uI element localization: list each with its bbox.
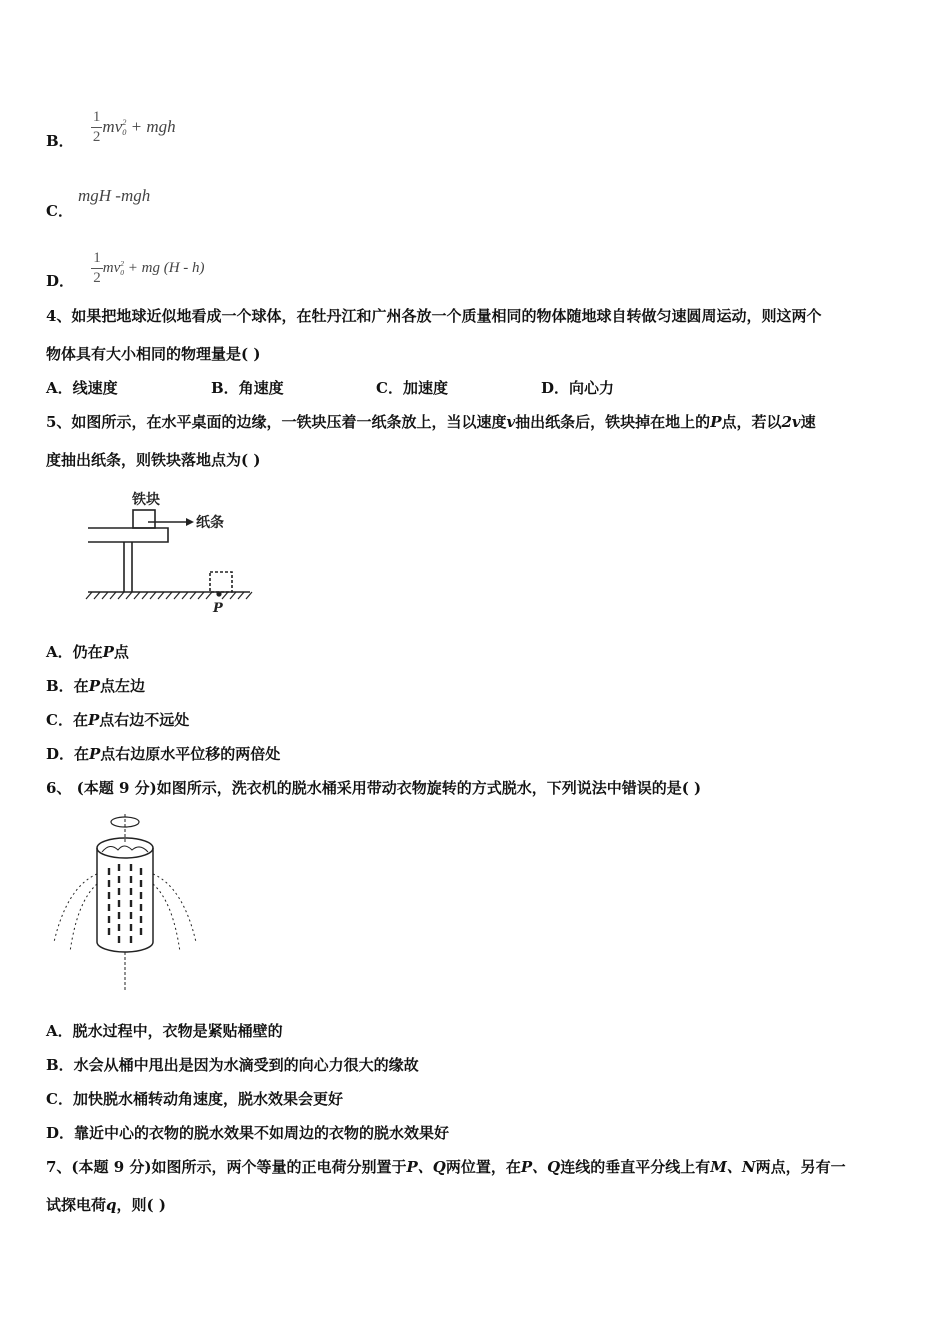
- q5-option-a[interactable]: [46, 641, 129, 662]
- q5-text: 速: [800, 413, 816, 431]
- q4-options: [46, 377, 706, 398]
- opt-var-p: P: [102, 643, 114, 661]
- q4-option-b[interactable]: B．角速度: [211, 379, 284, 397]
- label-point-p: P: [213, 601, 223, 616]
- q5-line1: [46, 411, 816, 432]
- sup: 2: [122, 117, 127, 127]
- frac-num: 1: [91, 110, 103, 128]
- q5-var-v: v: [506, 413, 516, 431]
- opt-text: 点: [113, 643, 129, 661]
- option-d-prev: [46, 244, 205, 291]
- q7-var-q: q: [106, 1196, 117, 1214]
- opt-text: C．在: [46, 711, 88, 729]
- q6-line1: 6、 (本题 9 分)如图所示，洗衣机的脱水桶采用带动衣物旋转的方式脱水，下列说法中错误的是( ): [46, 779, 702, 797]
- frac-num: 1: [91, 251, 103, 269]
- q5-line2: 度抽出纸条，则铁块落地点为( ): [46, 451, 261, 469]
- q7-text: 两位置，在: [445, 1158, 521, 1176]
- q7-text: 试探电荷: [46, 1196, 107, 1214]
- landing-box: [210, 572, 232, 592]
- opt-text: 点右边原水平位移的两倍处: [100, 745, 281, 763]
- option-letter: D．: [46, 272, 75, 290]
- sup: 2: [120, 259, 124, 269]
- expr: mv: [102, 116, 123, 136]
- opt-var-p: P: [88, 677, 100, 695]
- q5-option-b[interactable]: [46, 675, 145, 696]
- q4-option-a[interactable]: A．线速度: [46, 379, 118, 397]
- opt-text: B．在: [46, 677, 89, 695]
- expr: mv: [102, 259, 121, 276]
- table-top: [88, 528, 168, 542]
- q5-figure: [88, 488, 258, 618]
- q4-option-c[interactable]: C．加速度: [376, 379, 448, 397]
- q5-option-c[interactable]: [46, 709, 189, 730]
- opt-text: 点右边不远处: [99, 711, 190, 729]
- clothes: [102, 846, 148, 852]
- strip-arrow-head: [186, 518, 194, 526]
- water-trajectories: [54, 874, 196, 952]
- q5-var-p: P: [710, 413, 722, 431]
- opt-text: D．在: [46, 745, 90, 763]
- option-b-prev: [46, 104, 176, 151]
- q6-option-b[interactable]: B．水会从桶中甩出是因为水滴受到的向心力很大的缘故: [46, 1056, 419, 1074]
- frac-den: 2: [93, 269, 101, 286]
- q7-var-pq: P、Q: [520, 1158, 561, 1176]
- q7-line2: [46, 1194, 166, 1215]
- q7-text: 两点，另有一: [755, 1158, 846, 1176]
- q6-option-d[interactable]: D．靠近中心的衣物的脱水效果不如周边的衣物的脱水效果好: [46, 1124, 450, 1142]
- option-letter: B．: [46, 132, 74, 150]
- q7-text: ，则( ): [116, 1196, 166, 1214]
- ground-hatch: [86, 592, 252, 599]
- expr-tail: + mgh: [126, 116, 176, 136]
- opt-var-p: P: [89, 745, 101, 763]
- option-c-prev: [46, 186, 151, 221]
- q7-text: 7、(本题 9 分)如图所示，两个等量的正电荷分别置于: [46, 1158, 407, 1176]
- formula-c: mgH -mgh: [78, 186, 151, 205]
- sub: 0: [122, 127, 127, 137]
- q4-line1: 4、如果把地球近似地看成一个球体，在牡丹江和广州各放一个质量相同的物体随地球自转做匀速圆周运动，则这两个: [46, 307, 822, 325]
- formula-d: [91, 249, 205, 286]
- q6-option-c[interactable]: C．加快脱水桶转动角速度，脱水效果会更好: [46, 1090, 343, 1108]
- q6-figure: [52, 812, 202, 997]
- q7-var-mn: M、N: [710, 1158, 756, 1176]
- drum-holes: [109, 864, 141, 944]
- q5-text: 5、如图所示，在水平桌面的边缘，一铁块压着一纸条放上，当以速度: [46, 413, 507, 431]
- label-paper-strip: 纸条: [196, 515, 224, 531]
- formula-b: [91, 109, 176, 146]
- opt-var-p: P: [87, 711, 100, 729]
- iron-block: [133, 510, 155, 528]
- q4-option-d[interactable]: D．向心力: [541, 379, 615, 397]
- frac-den: 2: [92, 129, 101, 146]
- q7-line1: [46, 1156, 846, 1177]
- q4-line2: 物体具有大小相同的物理量是( ): [46, 345, 261, 363]
- q5-text: 点，若以: [721, 413, 782, 431]
- label-iron-block: 铁块: [132, 492, 160, 508]
- point-p-dot: [216, 591, 221, 596]
- q5-text: 抽出纸条后，铁块掉在地上的: [515, 413, 711, 431]
- drum-bottom: [97, 942, 153, 952]
- sub: 0: [120, 268, 124, 278]
- opt-text: A．仍在: [46, 643, 103, 661]
- q6-option-a[interactable]: A．脱水过程中，衣物是紧贴桶壁的: [46, 1022, 283, 1040]
- q7-text: 连线的垂直平分线上有: [560, 1158, 711, 1176]
- q7-var-pq: P、Q: [406, 1158, 446, 1176]
- option-letter: C．: [46, 202, 73, 220]
- opt-text: 点左边: [99, 677, 145, 695]
- q5-var-2v: 2v: [781, 413, 801, 431]
- expr-tail: + mg (H - h): [124, 259, 205, 276]
- q5-option-d[interactable]: [46, 743, 280, 764]
